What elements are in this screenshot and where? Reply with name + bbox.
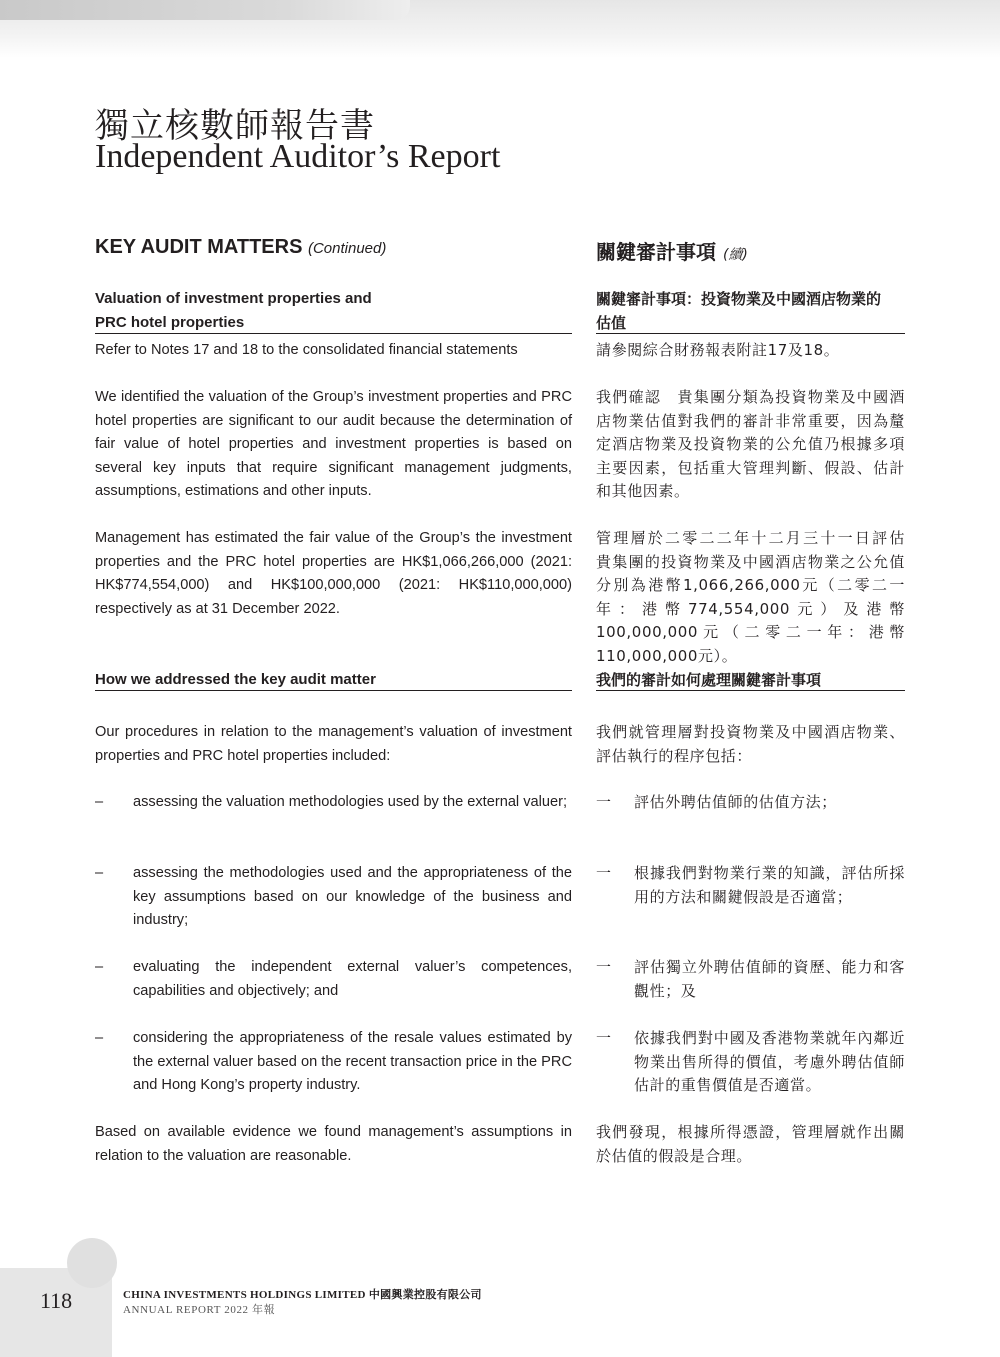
bullet-dash-en: – <box>95 794 104 810</box>
section-title-zh: 關鍵審計事項 <box>596 240 716 264</box>
matter-rule-en <box>95 333 572 334</box>
conclusion-en: Based on available evidence we found management’s assumptions in relation to the valuation are reasonable. <box>95 1124 572 1164</box>
section-heading-zh <box>596 236 748 265</box>
procedure-item-en: assessing the valuation methodologies used by the external valuer; <box>133 794 568 810</box>
matter-heading-en <box>95 287 372 335</box>
matter-heading-en-line1: Valuation of investment properties and <box>95 290 372 307</box>
bullet-dash-en: – <box>95 865 104 881</box>
procedure-item-zh: 根據我們對物業行業的知識，評估所採用的方法和關鍵假設是否適當； <box>634 864 905 906</box>
conclusion-zh: 我們發現，根據所得憑證，管理層就作出關於估值的假設是合理。 <box>596 1123 905 1165</box>
section-continued-en: (Continued) <box>307 240 387 257</box>
bullet-dash-zh: 一 <box>596 959 612 976</box>
bullet-dash-zh: 一 <box>596 794 612 811</box>
section-heading-en <box>95 236 386 259</box>
refer-notes-zh: 請參閱綜合財務報表附註17及18。 <box>596 341 840 359</box>
matter-paragraph-2-zh: 管理層於二零二二年十二月三十一日評估 貴集團的投資物業及中國酒店物業之公允值分別為港幣1,066,266,000元（二零二一年：港幣774,554,000元）及港幣100,000,000元（二零二一年：港幣110,000,000元）。 <box>596 529 921 665</box>
page-title-en: Independent Auditor’s Report <box>95 138 501 175</box>
bullet-dash-zh: 一 <box>596 865 612 882</box>
section-continued-zh: (續) <box>722 247 748 263</box>
procedure-item-zh: 依據我們對中國及香港物業就年內鄰近物業出售所得的價值，考慮外聘估值師估計的重售價值是否適當。 <box>634 1029 905 1095</box>
page-title-zh: 獨立核數師報告書 <box>95 106 375 146</box>
page-number: 118 <box>40 1288 73 1313</box>
matter-rule-zh <box>596 333 905 334</box>
addressed-heading-en: How we addressed the key audit matter <box>95 671 376 688</box>
procedure-item-en: evaluating the independent external valuer’s competences, capabilities and objectively; and <box>133 959 572 999</box>
section-title-en: KEY AUDIT MATTERS <box>95 236 303 258</box>
bullet-dash-zh: 一 <box>596 1030 612 1047</box>
bullet-dash-en: – <box>95 959 104 975</box>
refer-notes-en: Refer to Notes 17 and 18 to the consolidated financial statements <box>95 342 518 358</box>
matter-heading-zh <box>596 287 881 335</box>
footer-report-title: ANNUAL REPORT 2022 年報 <box>123 1304 276 1316</box>
matter-heading-en-line2: PRC hotel properties <box>95 314 245 331</box>
procedure-item-en: assessing the methodologies used and the appropriateness of the key assumptions based on our knowledge of the business and industry; <box>133 865 572 929</box>
bullet-dash-en: – <box>95 1030 104 1046</box>
addressed-rule-zh <box>596 690 905 691</box>
matter-paragraph-2-en: Management has estimated the fair value of the Group’s the investment properties and the PRC hotel properties are HK$1,066,266,000 (2021: HK$774,554,000) and HK$100,000,000 (2021: HK$110,000,000) respectively as at 31 December 2022. <box>95 530 572 617</box>
matter-paragraph-1-zh: 我們確認 貴集團分類為投資物業及中國酒店物業估值對我們的審計非常重要，因為釐定酒店物業及投資物業的公允值乃根據多項主要因素，包括重大管理判斷、假設、估計和其他因素。 <box>596 388 905 501</box>
procedures-intro-en: Our procedures in relation to the management’s valuation of investment properties and PRC hotel properties included: <box>95 724 572 764</box>
matter-heading-zh-line2: 估值 <box>596 314 627 332</box>
footer-company-name: CHINA INVESTMENTS HOLDINGS LIMITED 中國興業控股有限公司 <box>123 1289 482 1301</box>
procedures-intro-zh: 我們就管理層對投資物業及中國酒店物業、評估執行的程序包括： <box>596 723 905 765</box>
procedure-item-zh: 評估獨立外聘估值師的資歷、能力和客觀性；及 <box>634 958 905 1000</box>
top-decorative-tab <box>0 0 410 20</box>
footer-decorative-circle <box>67 1238 117 1288</box>
addressed-heading-zh: 我們的審計如何處理關鍵審計事項 <box>596 671 822 689</box>
procedure-item-zh: 評估外聘估值師的估值方法； <box>634 793 837 811</box>
addressed-rule-en <box>95 690 572 691</box>
procedure-item-en: considering the appropriateness of the resale values estimated by the external valuer based on the recent transaction price in the PRC and Hong Kong’s property industry. <box>133 1030 572 1094</box>
matter-heading-zh-line1: 關鍵審計事項：投資物業及中國酒店物業的 <box>596 290 882 308</box>
matter-paragraph-1-en: We identified the valuation of the Group’s investment properties and PRC hotel properties are significant to our audit because the determination of fair value of hotel properties and investment properties is based on several key inputs that require significant management judgments, assumptions, estimations and other inputs. <box>95 389 572 500</box>
